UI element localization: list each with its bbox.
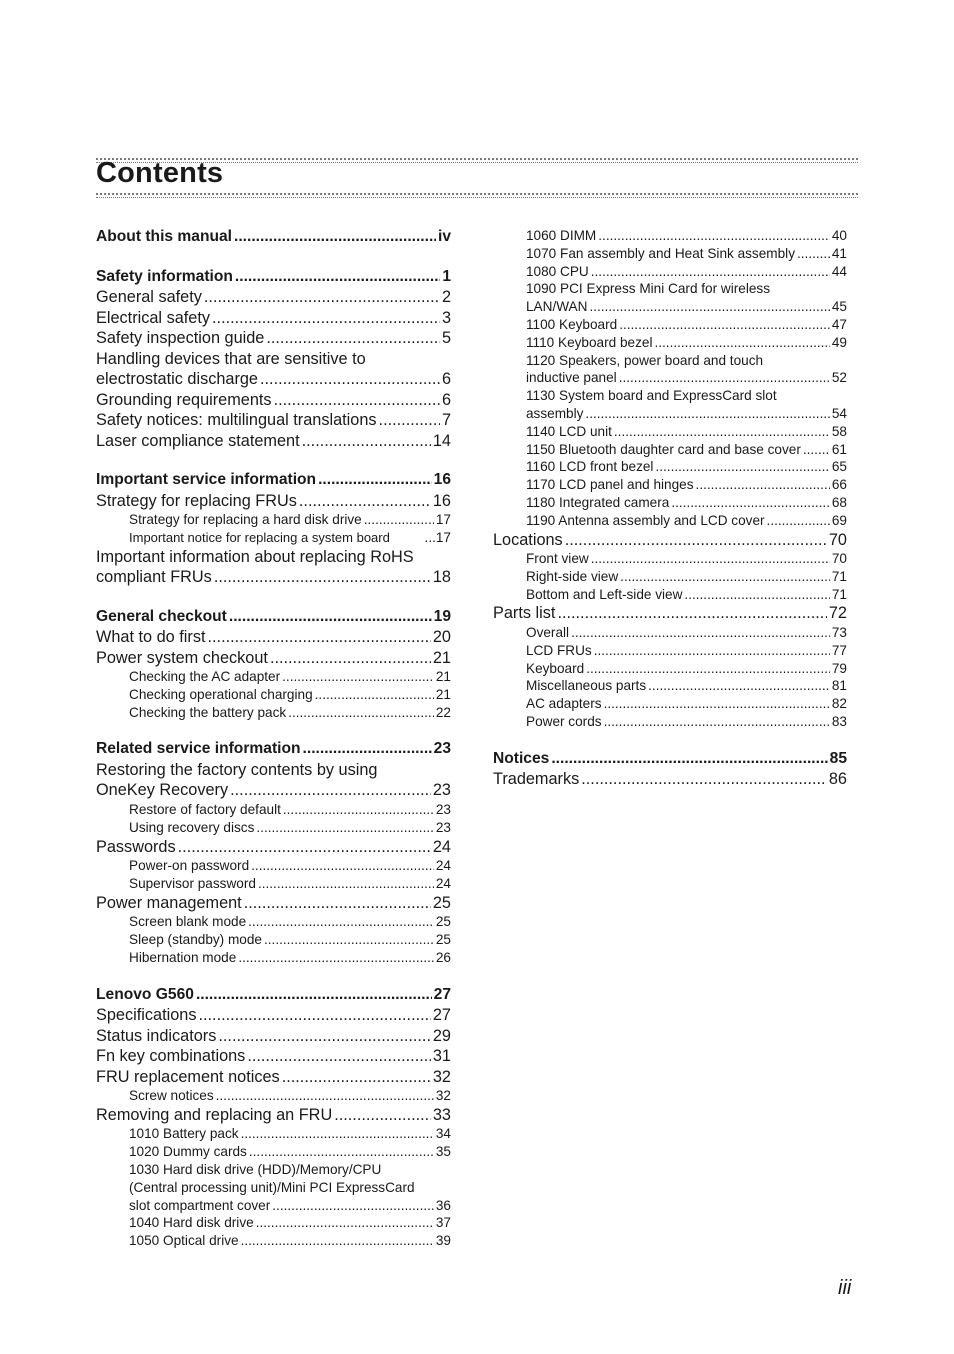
toc-entry-keyboard-1100[interactable]: 1100 Keyboard ..... 47 [493, 316, 847, 334]
toc-entry-hdd-cover-line1[interactable]: 1030 Hard disk drive (HDD)/Memory/CPU [129, 1161, 382, 1177]
toc-entry-lcd-panel[interactable]: 1170 LCD panel and hinges ..... 66 [493, 476, 847, 494]
toc-entry-safety-inspection[interactable]: Safety inspection guide ..... 5 [96, 328, 451, 349]
toc-entry-bottom-view[interactable]: Bottom and Left-side view ..... 71 [493, 586, 847, 604]
toc-entry-hdd-cover[interactable]: slot compartment cover ..... 36 [96, 1197, 451, 1215]
toc-entry-battery-pack[interactable]: 1010 Battery pack ..... 34 [96, 1125, 451, 1143]
toc-entry-optical-drive[interactable]: 1050 Optical drive ..... 39 [96, 1232, 451, 1250]
toc-entry-restoring-line1[interactable]: Restoring the factory contents by using [96, 760, 378, 779]
toc-entry-safety-notices[interactable]: Safety notices: multilingual translations ..... 7 [96, 410, 451, 431]
toc-entry-checking-ac[interactable]: Checking the AC adapter ..... 21 [96, 668, 451, 686]
toc-entry-screw-notices[interactable]: Screw notices ..... 32 [96, 1087, 451, 1105]
toc-entry-hdd-cover-line2[interactable]: (Central processing unit)/Mini PCI ExpressCard [129, 1179, 415, 1195]
toc-entry-front-view[interactable]: Front view ..... 70 [493, 550, 847, 568]
toc-entry-supervisor-password[interactable]: Supervisor password ..... 24 [96, 875, 451, 893]
toc-entry-laser-compliance[interactable]: Laser compliance statement ..... 14 [96, 431, 451, 452]
toc-entry-overall[interactable]: Overall ..... 73 [493, 624, 847, 642]
toc-entry-fan[interactable]: 1070 Fan assembly and Heat Sink assembly ..... 41 [493, 245, 847, 263]
toc-entry-important-service[interactable]: Important service information ..... 16 [96, 470, 451, 491]
toc-entry-lenovo-g560[interactable]: Lenovo G560 ..... 27 [96, 985, 451, 1006]
toc-entry-speakers-line1[interactable]: 1120 Speakers, power board and touch [526, 352, 764, 368]
toc-entry-hibernation[interactable]: Hibernation mode ..... 26 [96, 949, 451, 967]
toc-entry-dimm[interactable]: 1060 DIMM ..... 40 [493, 227, 847, 245]
toc-entry-grounding[interactable]: Grounding requirements ..... 6 [96, 390, 451, 411]
toc-entry-handling-devices-line1[interactable]: Handling devices that are sensitive to [96, 349, 366, 368]
toc-entry-power-management[interactable]: Power management ..... 25 [96, 893, 451, 914]
toc-entry-sleep-mode[interactable]: Sleep (standby) mode ..... 25 [96, 931, 451, 949]
toc-entry-system-board-line1[interactable]: 1130 System board and ExpressCard slot [526, 388, 777, 404]
toc-entry-electrical-safety[interactable]: Electrical safety ..... 3 [96, 308, 451, 329]
toc-entry-checking-charging[interactable]: Checking operational charging ..... 21 [96, 686, 451, 704]
toc-entry-power-checkout[interactable]: Power system checkout ..... 21 [96, 648, 451, 669]
toc-entry-handling-devices[interactable]: electrostatic discharge ..... 6 [96, 369, 451, 390]
toc-entry-speakers[interactable]: inductive panel ..... 52 [493, 369, 847, 387]
toc-entry-restore-default[interactable]: Restore of factory default ..... 23 [96, 801, 451, 819]
toc-entry-important-notice-board[interactable]: Important notice for replacing a system board ...17 [129, 529, 451, 545]
toc-entry-strategy-frus[interactable]: Strategy for replacing FRUs ..... 16 [96, 491, 451, 512]
toc-entry-checking-battery[interactable]: Checking the battery pack ..... 22 [96, 704, 451, 722]
toc-entry-right-view[interactable]: Right-side view ..... 71 [493, 568, 847, 586]
toc-entry-system-board[interactable]: assembly ..... 54 [493, 405, 847, 423]
title-rule-bottom [96, 193, 858, 198]
toc-entry-screen-blank[interactable]: Screen blank mode ..... 25 [96, 913, 451, 931]
toc-entry-rohs[interactable]: compliant FRUs ..... 18 [96, 567, 451, 588]
toc-entry-keyboard-bezel[interactable]: 1110 Keyboard bezel ..... 49 [493, 334, 847, 352]
toc-entry-lcd-bezel[interactable]: 1160 LCD front bezel ..... 65 [493, 458, 847, 476]
toc-entry-mini-card[interactable]: LAN/WAN ..... 45 [493, 298, 847, 316]
toc-entry-fn-key[interactable]: Fn key combinations ..... 31 [96, 1046, 451, 1067]
toc-entry-restoring[interactable]: OneKey Recovery ..... 23 [96, 780, 451, 801]
toc-entry-passwords[interactable]: Passwords ..... 24 [96, 837, 451, 858]
toc-entry-status-indicators[interactable]: Status indicators ..... 29 [96, 1026, 451, 1047]
toc-entry-strategy-hdd[interactable]: Strategy for replacing a hard disk drive ..... 17 [96, 511, 451, 529]
toc-entry-dummy-cards[interactable]: 1020 Dummy cards ..... 35 [96, 1143, 451, 1161]
toc-entry-keyboard[interactable]: Keyboard ..... 79 [493, 660, 847, 678]
toc-left-column [96, 227, 451, 1250]
toc-entry-fru-notices[interactable]: FRU replacement notices ..... 32 [96, 1067, 451, 1088]
toc-entry-what-to-do[interactable]: What to do first ..... 20 [96, 627, 451, 648]
toc-entry-misc-parts[interactable]: Miscellaneous parts ..... 81 [493, 677, 847, 695]
toc-entry-related-service[interactable]: Related service information ..... 23 [96, 739, 451, 760]
toc-entry-power-cords[interactable]: Power cords ..... 83 [493, 713, 847, 731]
toc-entry-bluetooth[interactable]: 1150 Bluetooth daughter card and base cover ..... 61 [493, 441, 847, 459]
toc-entry-general-checkout[interactable]: General checkout ..... 19 [96, 607, 451, 628]
toc-entry-parts-list[interactable]: Parts list ..... 72 [493, 603, 847, 624]
toc-entry-antenna[interactable]: 1190 Antenna assembly and LCD cover ..... 69 [493, 512, 847, 530]
toc-entry-notices[interactable]: Notices ..... 85 [493, 749, 847, 770]
toc-entry-rohs-line1[interactable]: Important information about replacing RoHS [96, 547, 414, 566]
toc-right-column [493, 227, 847, 790]
toc-entry-cpu[interactable]: 1080 CPU ..... 44 [493, 263, 847, 281]
toc-entry-mini-card-line1[interactable]: 1090 PCI Express Mini Card for wireless [526, 281, 771, 297]
toc-entry-locations[interactable]: Locations ..... 70 [493, 530, 847, 551]
toc-entry-ac-adapters[interactable]: AC adapters ..... 82 [493, 695, 847, 713]
toc-entry-about-manual[interactable]: About this manual ..... iv [96, 227, 451, 248]
toc-entry-specifications[interactable]: Specifications ..... 27 [96, 1005, 451, 1026]
toc-entry-general-safety[interactable]: General safety ..... 2 [96, 287, 451, 308]
page-title: Contents [96, 157, 224, 189]
toc-entry-safety-information[interactable]: Safety information ..... 1 [96, 267, 451, 288]
toc-entry-trademarks[interactable]: Trademarks ..... 86 [493, 769, 847, 790]
toc-entry-power-on-password[interactable]: Power-on password ..... 24 [96, 857, 451, 875]
toc-entry-removing-fru[interactable]: Removing and replacing an FRU ..... 33 [96, 1105, 451, 1126]
toc-entry-lcd-unit[interactable]: 1140 LCD unit ..... 58 [493, 423, 847, 441]
toc-entry-lcd-frus[interactable]: LCD FRUs ..... 77 [493, 642, 847, 660]
page-number: iii [838, 1277, 852, 1299]
toc-entry-recovery-discs[interactable]: Using recovery discs ..... 23 [96, 819, 451, 837]
toc-entry-camera[interactable]: 1180 Integrated camera ..... 68 [493, 494, 847, 512]
toc-entry-hard-disk-drive[interactable]: 1040 Hard disk drive ..... 37 [96, 1214, 451, 1232]
